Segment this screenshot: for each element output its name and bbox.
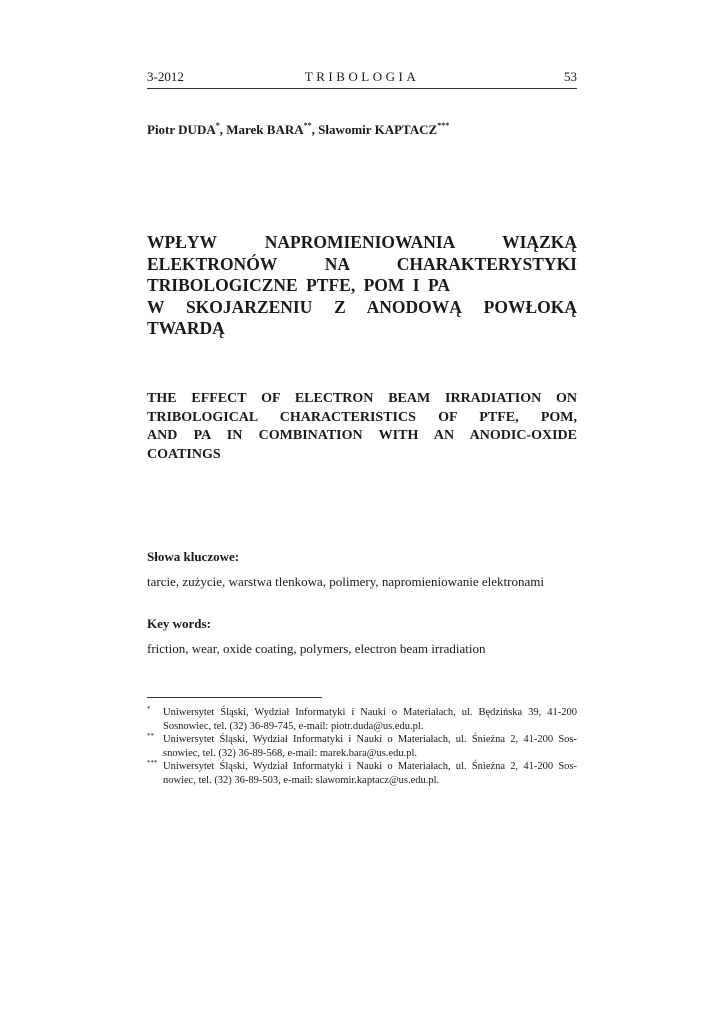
footnote <box>147 760 577 787</box>
title-line: THE EFFECT OF ELECTRON BEAM IRRADIATION ON <box>147 391 577 406</box>
title-polish <box>147 232 577 340</box>
title-line: TRIBOLOGICZNE PTFE, POM I PA <box>147 275 450 295</box>
footnote-line: Uniwersytet Śląski, Wydział Informatyki i Nauki o Materiałach, ul. Będzińska 39, 41-200 <box>163 707 577 718</box>
keywords-pl-label: Słowa kluczowe: <box>147 549 240 564</box>
footnote-mark: *** <box>147 759 158 767</box>
title-line: W SKOJARZENIU Z ANODOWĄ POWŁOKĄ <box>147 296 577 317</box>
page-number: 53 <box>564 69 577 84</box>
header-rule <box>147 88 577 89</box>
author-separator: , <box>311 122 319 137</box>
keywords-en-label: Key words: <box>147 616 211 631</box>
author-name: Marek BARA <box>226 122 304 137</box>
journal-name: TRIBOLOGIA <box>304 69 420 84</box>
issue-number: 3-2012 <box>147 69 184 84</box>
author-separator: , <box>219 122 227 137</box>
running-header <box>147 69 577 91</box>
author-mark: ** <box>303 121 312 130</box>
footnote-line: nowiec, tel. (32) 36-89-503, e-mail: slawomir.kaptacz@us.edu.pl. <box>163 774 440 786</box>
footnote-line: Sosnowiec, tel. (32) 36-89-745, e-mail: piotr.duda@us.edu.pl. <box>163 720 424 732</box>
author-list <box>147 122 449 138</box>
footnote-line: Uniwersytet Śląski, Wydział Informatyki i Nauki o Materiałach, ul. Śnieżna 2, 41-200 Sos- <box>163 734 577 745</box>
title-line: WPŁYW NAPROMIENIOWANIA WIĄZKĄ <box>147 232 577 252</box>
keywords-en-text: friction, wear, oxide coating, polymers, electron beam irradiation <box>147 641 486 656</box>
footnote-line: Uniwersytet Śląski, Wydział Informatyki i Nauki o Materiałach, ul. Śnieżna 2, 41-200 Sos- <box>163 761 577 772</box>
title-line: AND PA IN COMBINATION WITH AN ANODIC-OXIDE <box>147 428 577 443</box>
author-name: Piotr DUDA <box>147 122 216 137</box>
footnotes <box>147 706 577 787</box>
title-line: ELEKTRONÓW NA CHARAKTERYSTYKI <box>147 253 577 274</box>
author-name: Sławomir KAPTACZ <box>318 122 438 137</box>
footnote <box>147 733 577 760</box>
title-line: TWARDĄ <box>147 318 225 338</box>
keywords-pl-text: tarcie, zużycie, warstwa tlenkowa, polimery, napromieniowanie elektronami <box>147 574 544 589</box>
footnote-mark: * <box>147 705 151 713</box>
title-line: TRIBOLOGICAL CHARACTERISTICS OF PTFE, POM, <box>147 409 577 425</box>
author-mark: *** <box>437 121 450 130</box>
title-english <box>147 390 577 464</box>
title-line: COATINGS <box>147 446 221 462</box>
footnote <box>147 706 577 733</box>
footnote-mark: ** <box>147 732 154 740</box>
footnote-rule <box>147 697 322 698</box>
footnote-line: snowiec, tel. (32) 36-89-568, e-mail: marek.bara@us.edu.pl. <box>163 747 418 759</box>
author-mark: * <box>215 121 220 130</box>
